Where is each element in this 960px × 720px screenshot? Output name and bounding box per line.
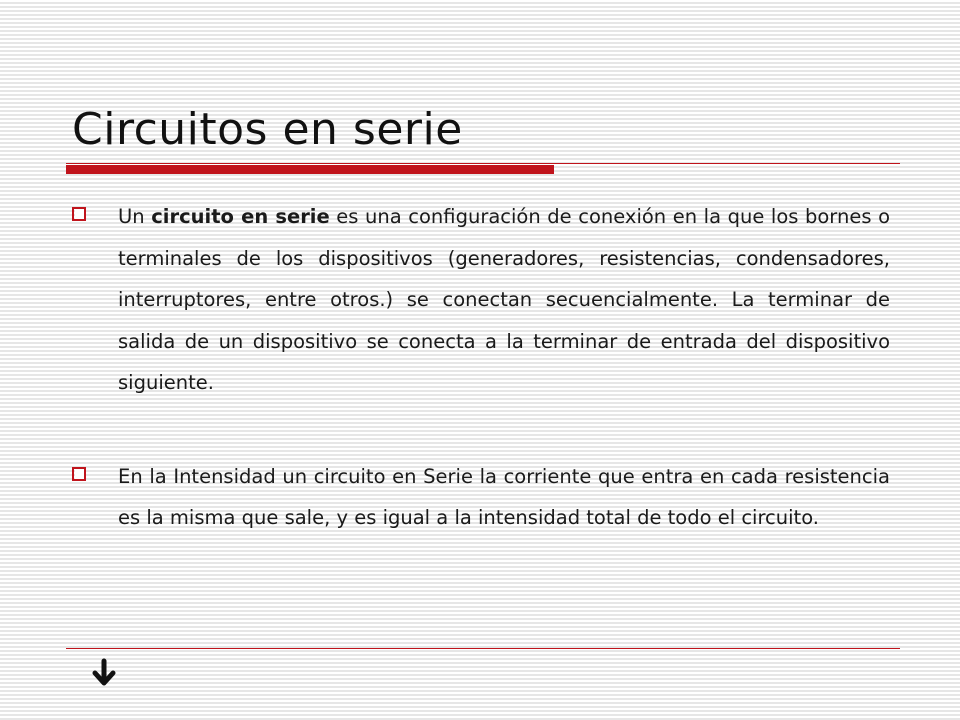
bullet-item-1 <box>72 196 890 404</box>
bullet-text-definition: es una configuración de conexión en la que los bornes o terminales de los dispositivos (generadores, resistencias, condensadores, interruptores, entre otros.) se conectan secuencialmente. La terminar de salida de un dispositivo se conecta a la terminar de entrada del dispositivo siguiente. <box>118 205 890 394</box>
slide-title: Circuitos en serie <box>72 104 463 155</box>
bullet-text <box>118 205 890 394</box>
bullet-item-2 <box>72 456 890 539</box>
arrow-down-icon-graphic <box>86 655 122 691</box>
title-underline-thin <box>66 163 900 164</box>
title-underline-thick <box>66 165 554 174</box>
bullet-term-bold: circuito en serie <box>151 205 330 228</box>
bullet-text: En la Intensidad un circuito en Serie la corriente que entra en cada resistencia es la misma que sale, y es igual a la intensidad total de todo el circuito. <box>118 464 890 529</box>
square-bullet-icon <box>72 467 86 481</box>
arrow-down-icon[interactable] <box>86 655 122 691</box>
bullet-text-intro: Un <box>118 205 152 228</box>
square-bullet-icon <box>72 207 86 221</box>
bullet-list <box>72 196 890 539</box>
bottom-divider <box>66 648 900 649</box>
